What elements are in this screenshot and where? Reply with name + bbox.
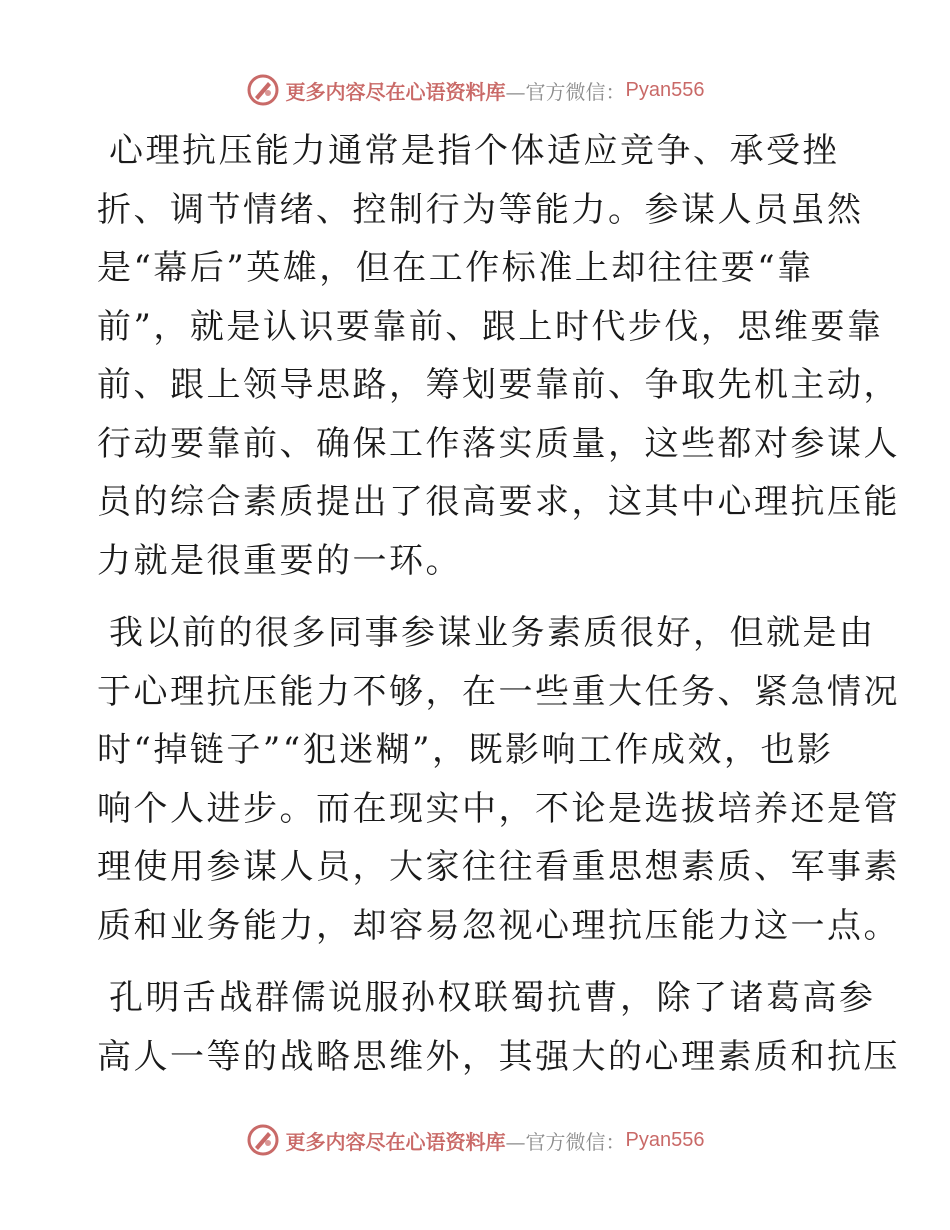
- header-watermark-banner: [0, 70, 950, 110]
- text-line: 员的综合素质提出了很高要求，这其中心理抗压能: [97, 482, 900, 522]
- text-line: 是“幕后”英雄，但在工作标准上却往往要“靠: [97, 248, 814, 288]
- text-line: 我以前的很多同事参谋业务素质很好，但就是由: [109, 613, 876, 653]
- footer-banner-main: 更多内容尽在心语资料库: [285, 1129, 506, 1154]
- paragraph-3: [97, 969, 900, 1086]
- footer-banner-wechat-id: Pyan556: [625, 1128, 705, 1151]
- paragraph-1: [97, 122, 900, 590]
- text-line: 前、跟上领导思路，筹划要靠前、争取先机主动，: [97, 365, 900, 405]
- brand-logo-icon: [246, 1123, 280, 1157]
- footer-banner-text: [286, 1126, 705, 1155]
- text-line: 理使用参谋人员，大家往往看重思想素质、军事素: [97, 847, 900, 887]
- document-body: [97, 122, 900, 1100]
- header-banner-sub: —官方微信：: [505, 79, 626, 104]
- text-line: 行动要靠前、确保工作落实质量，这些都对参谋人: [97, 423, 900, 464]
- paragraph-2: [97, 604, 900, 955]
- text-line: 前”，就是认识要靠前、跟上时代步伐，思维要靠: [97, 306, 884, 347]
- header-banner-wechat-id: Pyan556: [625, 78, 705, 101]
- text-line: 心理抗压能力通常是指个体适应竞争、承受挫: [109, 131, 839, 171]
- text-line: 响个人进步。而在现实中，不论是选拔培养还是管: [97, 788, 900, 829]
- text-line: 高人一等的战略思维外，其强大的心理素质和抗压: [97, 1036, 900, 1077]
- text-line: 质和业务能力，却容易忽视心理抗压能力这一点。: [97, 905, 900, 946]
- text-line: 力就是很重要的一环。: [97, 540, 462, 581]
- text-line: 折、调节情绪、控制行为等能力。参谋人员虽然: [97, 189, 864, 230]
- text-line: 于心理抗压能力不够，在一些重大任务、紧急情况: [97, 671, 900, 712]
- text-line: 孔明舌战群儒说服孙权联蜀抗曹，除了诸葛高参: [109, 978, 876, 1018]
- header-banner-text: [286, 76, 705, 105]
- footer-watermark-banner: [0, 1120, 950, 1160]
- footer-banner-sub: —官方微信：: [505, 1129, 626, 1154]
- header-banner-main: 更多内容尽在心语资料库: [285, 79, 506, 104]
- text-line: 时“掉链子”“犯迷糊”，既影响工作成效，也影: [97, 730, 834, 770]
- brand-logo-icon: [246, 73, 280, 107]
